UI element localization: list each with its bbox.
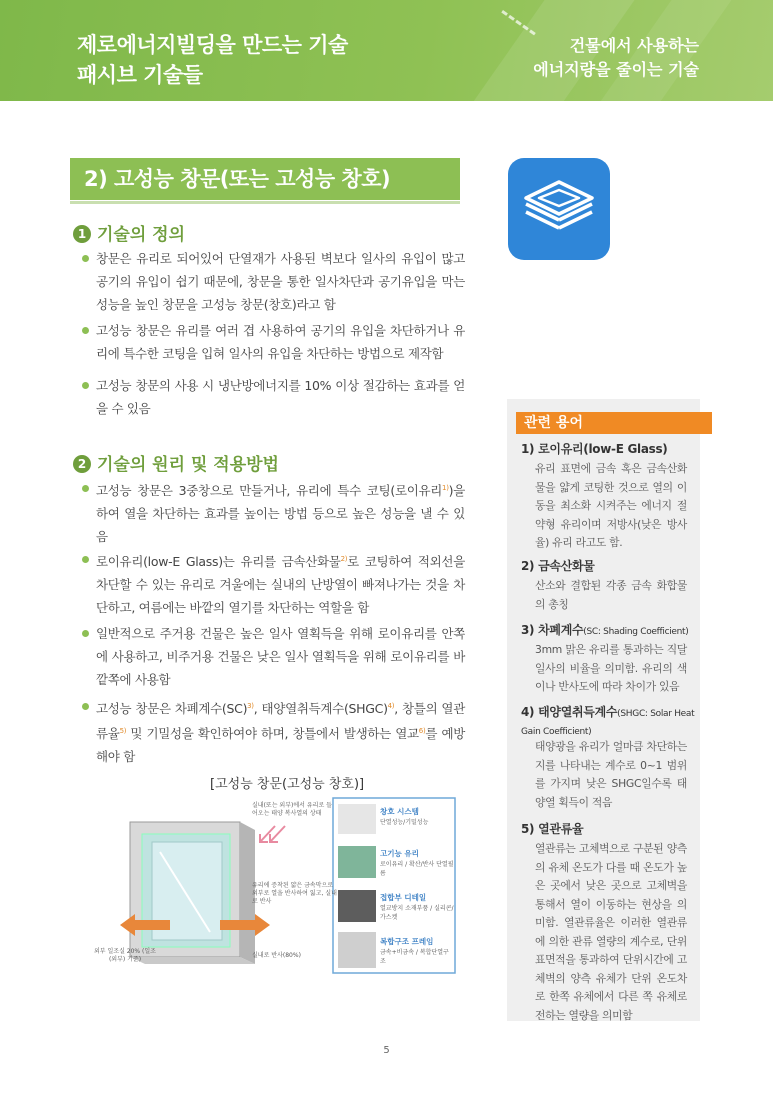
page-header — [0, 0, 773, 101]
number-badge: 2 — [73, 455, 91, 473]
list-item: 일반적으로 주거용 건물은 높은 일사 열획득을 위해 로이유리를 안쪽에 사용하고, 비주거용 건물은 낮은 일사 열획득을 위해 로이유리를 바깥쪽에 사용함 — [82, 622, 465, 691]
window-frame-illustration — [130, 822, 255, 964]
figure-label: 실내(또는 외부)에서 유리로 들어오는 태양 복사열의 상태 — [252, 802, 332, 817]
stacked-layers-icon — [508, 158, 610, 260]
glossary-term: 2) 금속산화물 — [521, 559, 595, 573]
glossary-definition: 유리 표면에 금속 혹은 금속산화물을 얇게 코팅한 것으로 열의 이동을 최소화 시켜주는 에너지 절약형 유리이며 저방사(낮은 방사율) 유리 라고도 함. — [535, 462, 687, 549]
list-item: 고성능 창문은 차폐계수(SC)$^{3)}$, 태양열취득계수(SHGC)$^{4)}$, 창틀의 열관류율$^{5)}$ 및 기밀성을 확인하여야 하며, 창틀에서 발생하는 열교$^{6)}$를 예방해야 함 — [82, 695, 465, 768]
glossary-definition: 3mm 맑은 유리를 통과하는 직달일사의 비율을 의미함. 유리의 색이나 반사도에 따라 차이가 있음 — [535, 643, 687, 693]
figure-label: 실내로 반사(80%) — [252, 952, 301, 959]
figure-label: 외부 일조실 20% (일조(외부) 기준) — [94, 948, 156, 963]
glossary-definition: 열관류는 고체벽으로 구분된 양측의 유체 온도가 다를 때 온도가 높은 곳에서 낮은 곳으로 고체벽을 통해서 열이 이동하는 현상을 의미함. 열관류율은 이러한 열관류에 의한 관류 열량의 계수로, 단위 표면적을 통과하여 단위시간에 고체벽의 양측 유체가 단위 온도차로 한쪽 유체에서 다른 쪽 유체로 전하는 열량을 의미함 — [535, 842, 687, 1022]
glossary-term: 1) 로이유리(low-E Glass) — [521, 442, 668, 456]
header-title: 제로에너지빌딩을 만드는 기술 패시브 기술들 — [77, 33, 348, 87]
definition-heading: 1 기술의 정의 — [73, 220, 185, 245]
glossary-definition: 산소와 결합된 각종 금속 화합물의 총칭 — [535, 579, 687, 611]
figure-label: 유리에 증착된 얇은 금속막으로 외부로 열을 반사하여 잃고, 실내로 반사 — [252, 882, 337, 905]
principle-heading: 2 기술의 원리 및 적용방법 — [73, 450, 279, 475]
glossary-heading: 관련 용어 — [516, 412, 712, 434]
callout: 복합구조 프레임 금속+비금속 / 복합단열구조 — [380, 937, 449, 965]
list-item: 창문은 유리로 되어있어 단열재가 사용된 벽보다 일사의 유입이 많고 공기의 유입이 쉽기 때문에, 창문을 통한 일사차단과 공기유입을 막는 성능을 높인 창문을 고성능 창문(창호)라고 함 — [82, 247, 465, 316]
window-figure — [90, 792, 460, 982]
list-item: 고성능 창문은 3중창으로 만들거나, 유리에 특수 코팅(로이유리$^{1)}$)을 하여 열을 차단하는 효과를 높이는 방법 등으로 높은 성능을 낼 수 있음 — [82, 477, 465, 548]
section-title: 2) 고성능 창문(또는 고성능 창호) — [70, 158, 460, 200]
list-item: 고성능 창문은 유리를 여러 겹 사용하여 공기의 유입을 차단하거나 유리에 특수한 코팅을 입혀 일사의 유입을 차단하는 방법으로 제작함 — [82, 319, 465, 365]
list-item: 로이유리(low-E Glass)는 유리를 금속산화물$^{2)}$로 코팅하여 적외선을 차단할 수 있는 유리로 겨울에는 실내의 난방열이 빠져나가는 것을 차단하고, 여름에는 바깥의 열기를 차단하는 역할을 함 — [82, 548, 465, 619]
page-number: 5 — [383, 1045, 390, 1056]
list-item: 고성능 창문의 사용 시 냉난방에너지를 10% 이상 절감하는 효과를 얻을 수 있음 — [82, 374, 465, 420]
glossary-definition: 태양광을 유리가 얼마큼 차단하는지를 나타내는 계수로 0~1 범위를 가지며 낮은 SHGC일수록 태양열 획득이 적음 — [535, 740, 687, 809]
glossary-term: 4) 태양열취득계수(SHGC: Solar Heat Gain Coefficient) — [521, 705, 695, 737]
callout: 고기능 유리 로이유리 / 확산/반사 단열필름 — [380, 849, 454, 877]
glossary-term: 3) 차폐계수(SC: Shading Coefficient) — [521, 623, 689, 637]
figure-title: [고성능 창문(고성능 창호)] — [210, 777, 365, 792]
callout: 접합부 디테일 열교방지 소재부품 / 실리콘/가스켓 — [380, 893, 454, 921]
callout: 창호 시스템 단열성능/기밀성능 — [380, 807, 429, 826]
number-badge: 1 — [73, 225, 91, 243]
header-subtitle: 건물에서 사용하는 에너지량을 줄이는 기술 — [533, 36, 699, 79]
glossary-term: 5) 열관류율 — [521, 822, 584, 836]
